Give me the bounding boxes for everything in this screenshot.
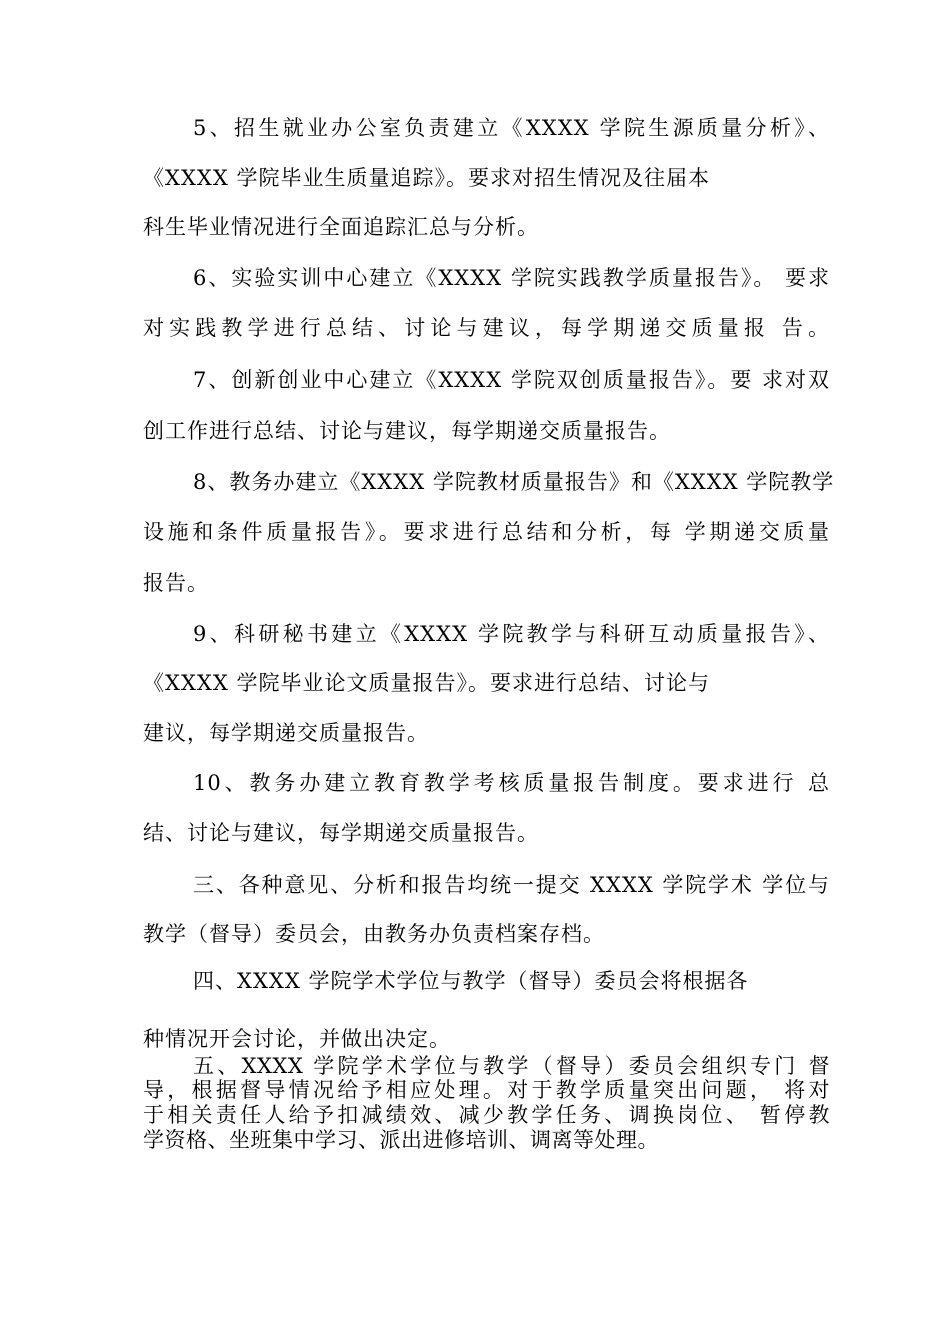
paragraph-9-line-3: 建议，每学期递交质量报告。 <box>143 721 429 745</box>
paragraph-9-line-2: 《XXXX 学院毕业论文质量报告》。要求进行总结、讨论与 <box>143 671 710 695</box>
section-5-line-1: 五、XXXX 学院学术学位与教学（督导）委员会组织专门 督 <box>193 1054 830 1078</box>
paragraph-5-line-2: 《XXXX 学院毕业生质量追踪》。要求对招生情况及往届本 <box>143 166 710 190</box>
section-5-line-2: 导，根据督导情况给予相应处理。对于教学质量突出问题， 将对 <box>143 1078 830 1102</box>
paragraph-8-line-3: 报告。 <box>143 571 209 595</box>
paragraph-6-line-2: 对实践教学进行总结、讨论与建议，每学期递交质量报 告。 <box>143 316 830 340</box>
paragraph-8-line-1: 8、教务办建立《XXXX 学院教材质量报告》和《XXXX 学院教学 <box>193 470 835 494</box>
paragraph-5-line-1: 5、招生就业办公室负责建立《XXXX 学院生源质量分析》、 <box>193 116 830 140</box>
section-5-line-3: 于相关责任人给予扣减绩效、减少教学任务、调换岗位、 暂停教 <box>143 1103 830 1127</box>
section-4-line-2: 种情况开会讨论，并做出决定。 <box>143 1027 451 1051</box>
paragraph-7-line-2: 创工作进行总结、讨论与建议，每学期递交质量报告。 <box>143 419 671 443</box>
paragraph-7-line-1: 7、创新创业中心建立《XXXX 学院双创质量报告》。要 求对双 <box>193 368 830 392</box>
section-3-line-1: 三、各种意见、分析和报告均统一提交 XXXX 学院学术 学位与 <box>193 873 830 897</box>
section-5-line-4: 学资格、坐班集中学习、派出进修培训、调离等处理。 <box>143 1128 659 1152</box>
paragraph-10-line-1: 10、教务办建立教育教学考核质量报告制度。要求进行 总 <box>193 771 830 795</box>
section-3-line-2: 教学（督导）委员会，由教务办负责档案存档。 <box>143 922 605 946</box>
paragraph-9-line-1: 9、科研秘书建立《XXXX 学院教学与科研互动质量报告》、 <box>193 622 830 646</box>
section-4-line-1: 四、XXXX 学院学术学位与教学（督导）委员会将根据各 <box>193 969 749 993</box>
paragraph-5-line-3: 科生毕业情况进行全面追踪汇总与分析。 <box>143 215 539 239</box>
paragraph-10-line-2: 结、讨论与建议，每学期递交质量报告。 <box>143 821 539 845</box>
paragraph-6-line-1: 6、实验实训中心建立《XXXX 学院实践教学质量报告》。 要求 <box>193 266 830 290</box>
paragraph-8-line-2: 设施和条件质量报告》。要求进行总结和分析，每 学期递交质量 <box>143 520 830 544</box>
